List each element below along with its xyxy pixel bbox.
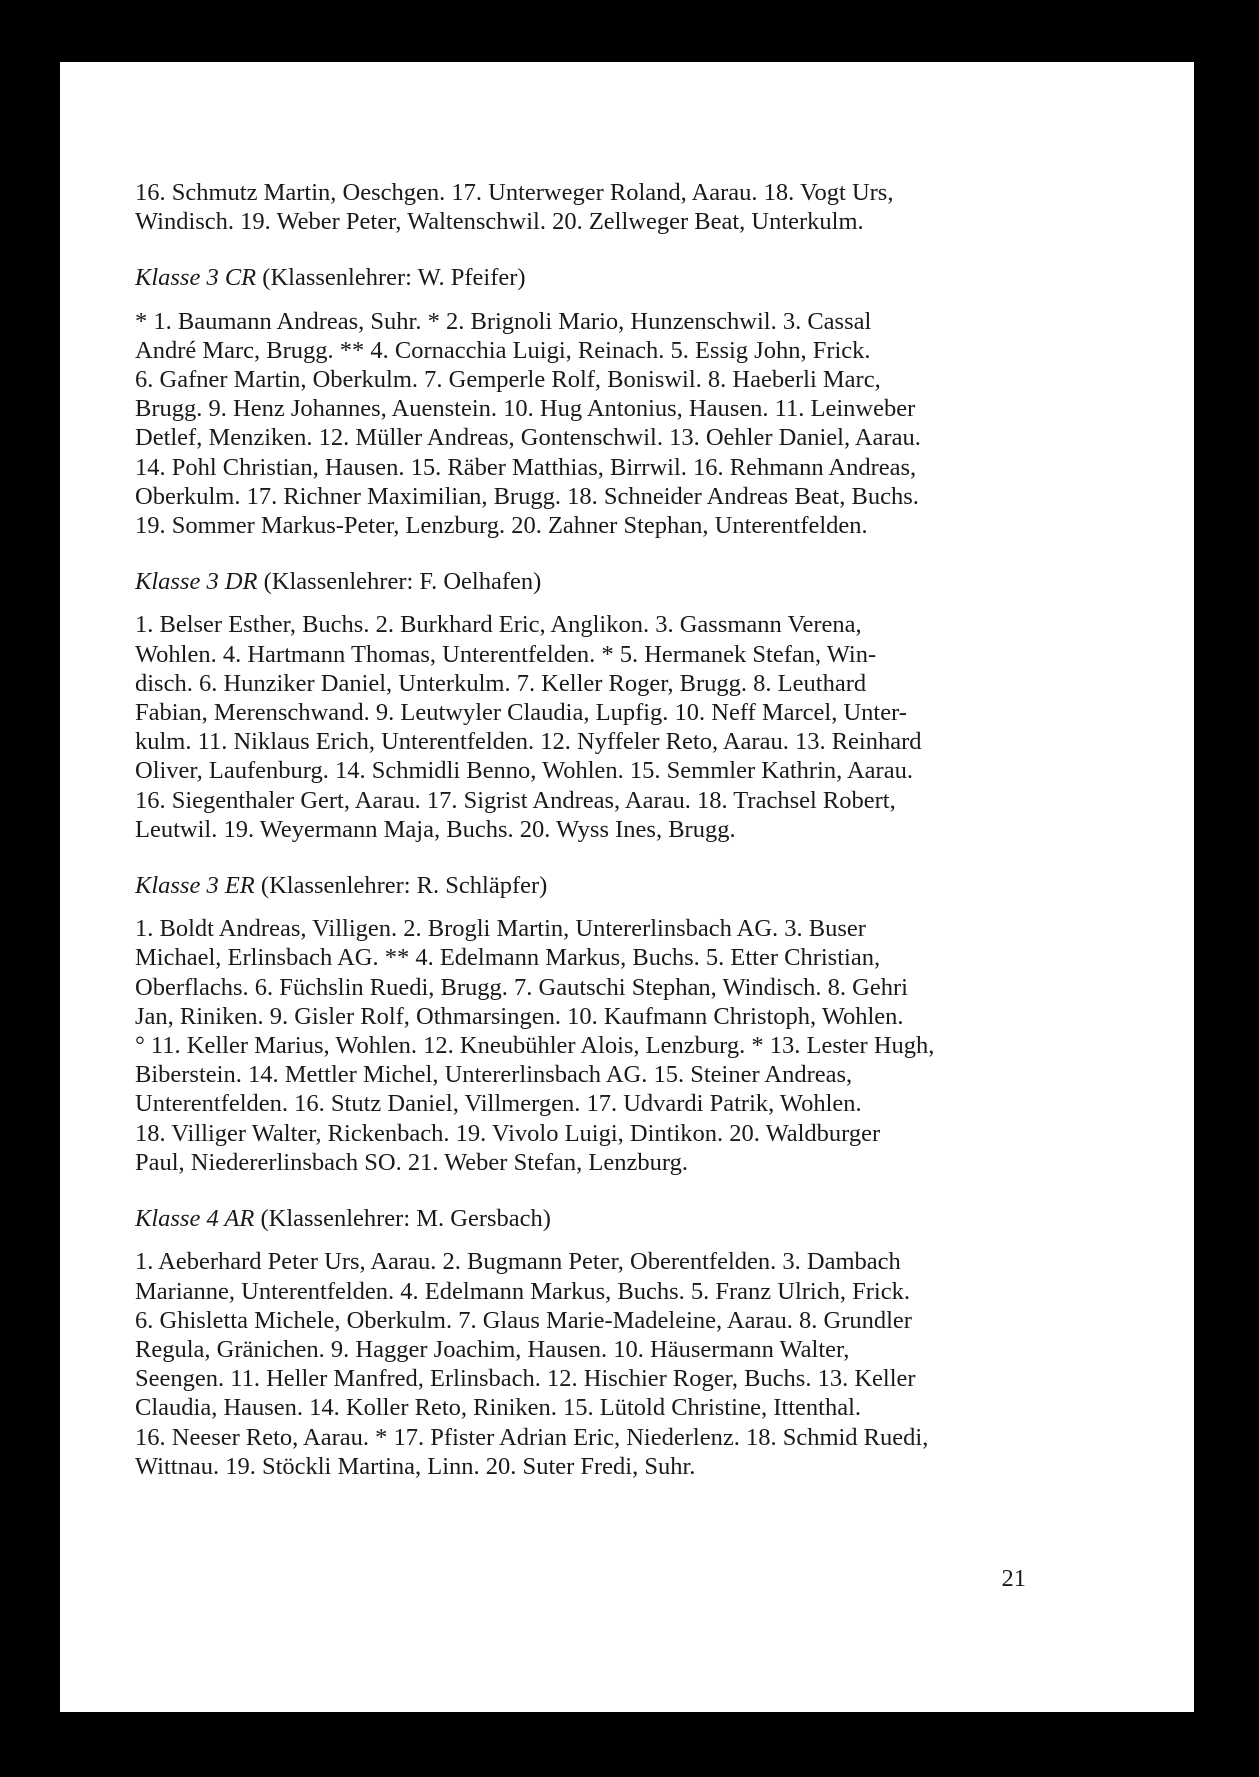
class-name: Klasse 3 DR [135, 568, 258, 596]
section-heading-3dr [135, 567, 1035, 596]
text-line: Marianne, Unterentfelden. 4. Edelmann Markus, Buchs. 5. Franz Ulrich, Frick. [135, 1277, 910, 1305]
section-paragraph-3cr [135, 307, 1035, 541]
page-content [135, 178, 1035, 1481]
text-line: 18. Villiger Walter, Rickenbach. 19. Vivolo Luigi, Dintikon. 20. Waldburger [135, 1119, 881, 1147]
text-line: Paul, Niedererlinsbach SO. 21. Weber Stefan, Lenzburg. [135, 1148, 688, 1176]
section-paragraph-3dr [135, 610, 1035, 844]
text-line: 1. Aeberhard Peter Urs, Aarau. 2. Bugmann Peter, Oberentfelden. 3. Dambach [135, 1248, 901, 1276]
text-line: Biberstein. 14. Mettler Michel, Untererlinsbach AG. 15. Steiner Andreas, [135, 1061, 853, 1089]
teacher-name: (Klassenlehrer: M. Gersbach) [254, 1205, 551, 1233]
text-line: 16. Neeser Reto, Aarau. * 17. Pfister Adrian Eric, Niederlenz. 18. Schmid Ruedi, [135, 1423, 929, 1451]
text-line: Leutwil. 19. Weyermann Maja, Buchs. 20. Wyss Ines, Brugg. [135, 815, 736, 843]
class-name: Klasse 3 CR [135, 264, 257, 292]
text-line: 6. Gafner Martin, Oberkulm. 7. Gemperle Rolf, Boniswil. 8. Haeberli Marc, [135, 366, 881, 394]
text-line: Michael, Erlinsbach AG. ** 4. Edelmann Markus, Buchs. 5. Etter Christian, [135, 944, 881, 972]
text-line: disch. 6. Hunziker Daniel, Unterkulm. 7. Keller Roger, Brugg. 8. Leuthard [135, 669, 867, 697]
text-line: Seengen. 11. Heller Manfred, Erlinsbach. 12. Hischier Roger, Buchs. 13. Keller [135, 1365, 916, 1393]
page-number: 21 [1001, 1565, 1026, 1592]
text-line: Regula, Gränichen. 9. Hagger Joachim, Hausen. 10. Häusermann Walter, [135, 1335, 850, 1363]
text-line: Oliver, Laufenburg. 14. Schmidli Benno, Wohlen. 15. Semmler Kathrin, Aarau. [135, 757, 913, 785]
section-paragraph-3er [135, 914, 1035, 1177]
text-line: Wittnau. 19. Stöckli Martina, Linn. 20. Suter Fredi, Suhr. [135, 1452, 696, 1480]
section-heading-3cr [135, 263, 1035, 292]
text-line: Jan, Riniken. 9. Gisler Rolf, Othmarsingen. 10. Kaufmann Christoph, Wohlen. [135, 1002, 904, 1030]
text-line: kulm. 11. Niklaus Erich, Unterentfelden. 12. Nyffeler Reto, Aarau. 13. Reinhard [135, 728, 922, 756]
text-line: 14. Pohl Christian, Hausen. 15. Räber Matthias, Birrwil. 16. Rehmann Andreas, [135, 453, 917, 481]
section-heading-4ar [135, 1204, 1035, 1233]
text-line: Claudia, Hausen. 14. Koller Reto, Riniken. 15. Lütold Christine, Ittenthal. [135, 1394, 862, 1422]
text-line: Windisch. 19. Weber Peter, Waltenschwil. 20. Zellweger Beat, Unterkulm. [135, 208, 864, 236]
text-line: Brugg. 9. Henz Johannes, Auenstein. 10. Hug Antonius, Hausen. 11. Leinweber [135, 395, 916, 423]
text-line: 19. Sommer Markus-Peter, Lenzburg. 20. Zahner Stephan, Unterentfelden. [135, 512, 868, 540]
text-line: Detlef, Menziken. 12. Müller Andreas, Gontenschwil. 13. Oehler Daniel, Aarau. [135, 424, 921, 452]
text-line: Oberflachs. 6. Füchslin Ruedi, Brugg. 7. Gautschi Stephan, Windisch. 8. Gehri [135, 973, 908, 1001]
document-page [60, 62, 1194, 1712]
text-line: * 1. Baumann Andreas, Suhr. * 2. Brignoli Mario, Hunzenschwil. 3. Cassal [135, 307, 872, 335]
class-name: Klasse 3 ER [135, 872, 255, 900]
section-paragraph-4ar [135, 1247, 1035, 1481]
text-line: Fabian, Merenschwand. 9. Leutwyler Claudia, Lupfig. 10. Neff Marcel, Unter- [135, 699, 907, 727]
text-line: 16. Schmutz Martin, Oeschgen. 17. Unterweger Roland, Aarau. 18. Vogt Urs, [135, 179, 894, 206]
text-line: Oberkulm. 17. Richner Maximilian, Brugg. 18. Schneider Andreas Beat, Buchs. [135, 482, 919, 510]
text-line: 6. Ghisletta Michele, Oberkulm. 7. Glaus Marie-Madeleine, Aarau. 8. Grundler [135, 1306, 912, 1334]
intro-paragraph [135, 178, 1035, 236]
text-line: ° 11. Keller Marius, Wohlen. 12. Kneubühler Alois, Lenzburg. * 13. Lester Hugh, [135, 1032, 935, 1060]
teacher-name: (Klassenlehrer: F. Oelhafen) [257, 568, 542, 596]
text-line: André Marc, Brugg. ** 4. Cornacchia Luigi, Reinach. 5. Essig John, Frick. [135, 336, 871, 364]
teacher-name: (Klassenlehrer: W. Pfeifer) [256, 264, 526, 292]
text-line: Unterentfelden. 16. Stutz Daniel, Villmergen. 17. Udvardi Patrik, Wohlen. [135, 1090, 862, 1118]
text-line: 16. Siegenthaler Gert, Aarau. 17. Sigrist Andreas, Aarau. 18. Trachsel Robert, [135, 786, 896, 814]
text-line: 1. Boldt Andreas, Villigen. 2. Brogli Martin, Untererlinsbach AG. 3. Buser [135, 915, 866, 943]
text-line: 1. Belser Esther, Buchs. 2. Burkhard Eric, Anglikon. 3. Gassmann Verena, [135, 611, 862, 639]
teacher-name: (Klassenlehrer: R. Schläpfer) [254, 872, 548, 900]
section-heading-3er [135, 871, 1035, 900]
class-name: Klasse 4 AR [135, 1205, 255, 1233]
text-line: Wohlen. 4. Hartmann Thomas, Unterentfelden. * 5. Hermanek Stefan, Win- [135, 640, 877, 668]
